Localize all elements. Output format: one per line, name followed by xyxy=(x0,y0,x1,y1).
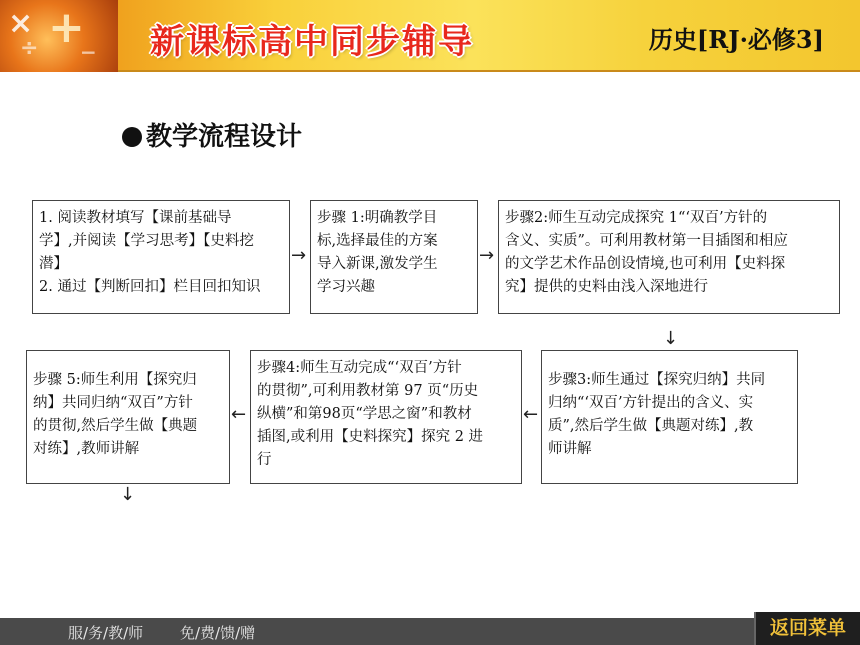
section-title xyxy=(122,116,302,153)
flow-box-step4: 步骤4:师生互动完成“‘双百’方针 的贯彻”,可利用教材第 97 页“历史 纵横”和第98页“学思之窗”和教材 插图,或利用【史料探究】探究 2 进 行 xyxy=(250,350,522,484)
arrow-left-icon: ← xyxy=(231,404,247,425)
section-title-text: 教学流程设计 xyxy=(146,122,303,152)
footer-free-gift: 免/费/馈/赠 xyxy=(180,624,256,642)
arrow-right-icon: → xyxy=(479,245,495,266)
bullet-icon xyxy=(122,127,142,147)
footer-bar xyxy=(0,618,860,645)
header-banner xyxy=(0,0,860,72)
flow-box-step1: 步骤 1:明确教学目 标,选择最佳的方案 导入新课,激发学生 学习兴趣 xyxy=(310,200,478,314)
subject-label: 历史[RJ·必修3] xyxy=(648,25,824,54)
back-to-menu-button[interactable]: 返回菜单 xyxy=(754,612,860,645)
flow-box-step3: 步骤3:师生通过【探究归纳】共同 归纳“‘双百’方针提出的含义、实 质”,然后学生做【典题对练】,教 师讲解 xyxy=(541,350,798,484)
arrow-down-icon: ↓ xyxy=(120,484,136,505)
flow-box-step5: 步骤 5:师生利用【探究归 纳】共同归纳“双百”方针 的贯彻,然后学生做【典题 对练】,教师讲解 xyxy=(26,350,230,484)
math-symbols-icon: × + ÷ − xyxy=(0,0,118,72)
arrow-left-icon: ← xyxy=(523,404,539,425)
flow-box-step2: 步骤2:师生互动完成探究 1“‘双百’方针的 含义、实质”。可利用教材第一目插图和相应 的文学艺术作品创设情境,也可利用【史料探 究】提供的史料由浅入深地进行 xyxy=(498,200,840,314)
arrow-right-icon: → xyxy=(291,245,307,266)
banner-title: 新课标高中同步辅导 xyxy=(150,22,474,62)
flow-box-reading: 1. 阅读教材填写【课前基础导 学】,并阅读【学习思考】【史料挖 潜】 2. 通过【判断回扣】栏目回扣知识 xyxy=(32,200,290,314)
footer-serve-teachers: 服/务/教/师 xyxy=(68,624,144,642)
arrow-down-icon: ↓ xyxy=(663,328,679,349)
